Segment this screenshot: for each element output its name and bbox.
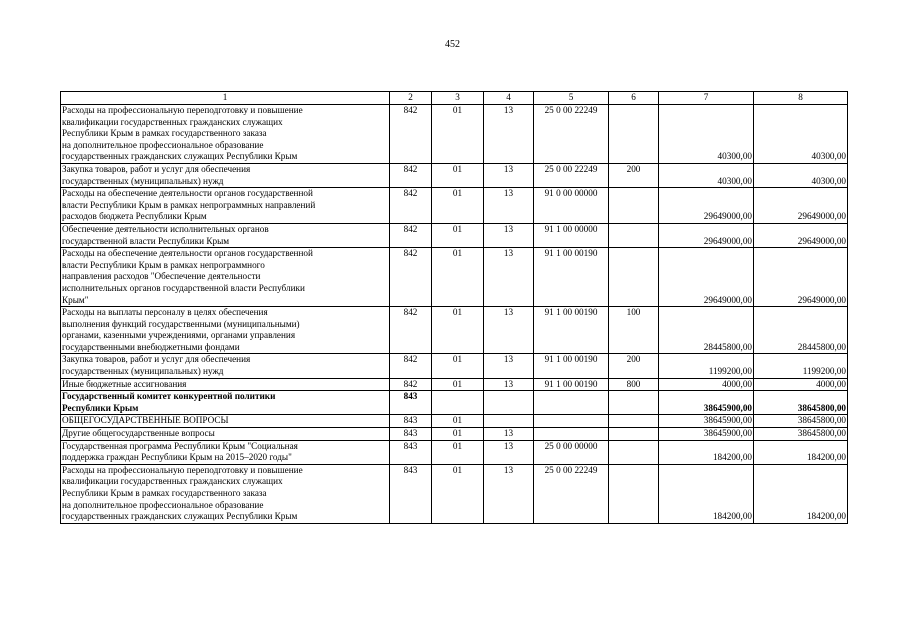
- target-article-cell: 91 0 00 00000: [534, 188, 609, 224]
- column-header: 2: [390, 92, 432, 105]
- table-row: [61, 105, 848, 164]
- subsection-code-cell: 13: [484, 354, 534, 378]
- row-name-line: Республики Крым в рамках государственного заказа: [62, 488, 267, 498]
- amount-year2-cell: 184200,00: [754, 464, 848, 523]
- subsection-code-cell: 13: [484, 163, 534, 187]
- subsection-code-cell: 13: [484, 440, 534, 464]
- section-code-cell: 01: [432, 105, 484, 164]
- chapter-code-cell: 842: [390, 105, 432, 164]
- row-name-cell: [61, 428, 390, 441]
- expense-type-cell: 200: [609, 354, 659, 378]
- row-name-cell: [61, 307, 390, 354]
- row-name-line: Республики Крым в рамках государственного заказа: [62, 128, 267, 139]
- column-header: 7: [659, 92, 754, 105]
- amount-year1-cell: 38645900,00: [659, 415, 754, 428]
- section-code-cell: 01: [432, 248, 484, 307]
- table-row: [61, 428, 848, 441]
- amount-year1-cell: 184200,00: [659, 440, 754, 464]
- chapter-code-cell: 842: [390, 378, 432, 391]
- row-name-line: государственных (муниципальных) нужд: [62, 175, 224, 186]
- section-code-cell: 01: [432, 428, 484, 441]
- target-article-cell: 91 1 00 00190: [534, 248, 609, 307]
- target-article-cell: [534, 415, 609, 428]
- page-number: 452: [445, 39, 460, 50]
- row-name-cell: [61, 223, 390, 247]
- target-article-cell: 25 0 00 22249: [534, 163, 609, 187]
- section-code-cell: 01: [432, 354, 484, 378]
- table-row: [61, 163, 848, 187]
- target-article-cell: 25 0 00 22249: [534, 464, 609, 523]
- expense-type-cell: 800: [609, 378, 659, 391]
- chapter-code-cell: 843: [390, 464, 432, 523]
- row-name-line: Расходы на профессиональную переподготовку и повышение: [62, 464, 303, 475]
- subsection-code-cell: [484, 391, 534, 415]
- amount-year2-cell: 1199200,00: [754, 354, 848, 378]
- amount-year2-cell: 38645800,00: [754, 391, 848, 415]
- table-row: [61, 440, 848, 464]
- row-name-line: на дополнительное профессиональное образование: [62, 139, 264, 150]
- section-code-cell: 01: [432, 440, 484, 464]
- section-code-cell: 01: [432, 163, 484, 187]
- target-article-cell: 25 0 00 00000: [534, 440, 609, 464]
- amount-year2-cell: 38645800,00: [754, 415, 848, 428]
- subsection-code-cell: 13: [484, 378, 534, 391]
- column-header: 5: [534, 92, 609, 105]
- expense-type-cell: [609, 464, 659, 523]
- row-name-line: Закупка товаров, работ и услуг для обеспечения: [62, 163, 251, 174]
- table-row: [61, 415, 848, 428]
- row-name-line: Расходы на выплаты персоналу в целях обеспечения: [62, 307, 268, 318]
- target-article-cell: 91 1 00 00190: [534, 307, 609, 354]
- target-article-cell: 91 1 00 00190: [534, 354, 609, 378]
- row-name-cell: [61, 188, 390, 224]
- column-header: 6: [609, 92, 659, 105]
- row-name-line: власти Республики Крым в рамках непрограммного: [62, 259, 265, 270]
- amount-year1-cell: 40300,00: [659, 105, 754, 164]
- column-header: 1: [61, 92, 390, 105]
- expense-type-cell: [609, 415, 659, 428]
- row-name-cell: [61, 391, 390, 415]
- expense-type-cell: 100: [609, 307, 659, 354]
- amount-year2-cell: 40300,00: [754, 105, 848, 164]
- chapter-code-cell: 843: [390, 440, 432, 464]
- row-name-line: квалификации государственных гражданских служащих: [62, 116, 283, 127]
- row-name-line: ОБЩЕГОСУДАРСТВЕННЫЕ ВОПРОСЫ: [62, 415, 229, 426]
- expense-type-cell: 200: [609, 163, 659, 187]
- amount-year1-cell: 184200,00: [659, 464, 754, 523]
- chapter-code-cell: 842: [390, 354, 432, 378]
- subsection-code-cell: [484, 415, 534, 428]
- row-name-cell: [61, 105, 390, 164]
- row-name-cell: [61, 464, 390, 523]
- section-code-cell: 01: [432, 378, 484, 391]
- amount-year2-cell: 4000,00: [754, 378, 848, 391]
- target-article-cell: [534, 428, 609, 441]
- row-name-cell: [61, 248, 390, 307]
- row-name-line: расходов бюджета Республики Крым: [62, 211, 207, 222]
- row-name-line: Обеспечение деятельности исполнительных органов: [62, 223, 269, 234]
- subsection-code-cell: 13: [484, 105, 534, 164]
- chapter-code-cell: 843: [390, 415, 432, 428]
- row-name-line: государственной власти Республики Крым: [62, 235, 230, 246]
- row-name-line: государственными внебюджетными фондами: [62, 341, 240, 352]
- chapter-code-cell: 842: [390, 223, 432, 247]
- amount-year1-cell: 29649000,00: [659, 248, 754, 307]
- chapter-code-cell: 842: [390, 307, 432, 354]
- row-name-line: Иные бюджетные ассигнования: [62, 378, 187, 389]
- expense-type-cell: [609, 440, 659, 464]
- row-name-line: Республики Крым: [62, 402, 139, 413]
- amount-year1-cell: 38645900,00: [659, 428, 754, 441]
- chapter-code-cell: 843: [390, 428, 432, 441]
- chapter-code-cell: 842: [390, 188, 432, 224]
- chapter-code-cell: 842: [390, 248, 432, 307]
- amount-year1-cell: 38645900,00: [659, 391, 754, 415]
- expense-type-cell: [609, 428, 659, 441]
- row-name-line: на дополнительное профессиональное образование: [62, 499, 264, 510]
- amount-year2-cell: 184200,00: [754, 440, 848, 464]
- row-name-line: направления расходов "Обеспечение деятельности: [62, 271, 261, 282]
- table-header-row: [61, 92, 848, 105]
- amount-year2-cell: 29649000,00: [754, 248, 848, 307]
- row-name-line: государственных (муниципальных) нужд: [62, 366, 224, 377]
- table-row: [61, 354, 848, 378]
- table-row: [61, 391, 848, 415]
- row-name-cell: [61, 415, 390, 428]
- subsection-code-cell: 13: [484, 307, 534, 354]
- subsection-code-cell: 13: [484, 223, 534, 247]
- row-name-line: Государственный комитет конкурентной политики: [62, 391, 276, 402]
- table-row: [61, 464, 848, 523]
- expense-type-cell: [609, 223, 659, 247]
- section-code-cell: 01: [432, 464, 484, 523]
- section-code-cell: 01: [432, 188, 484, 224]
- expense-type-cell: [609, 391, 659, 415]
- row-name-line: исполнительных органов государственной власти Республики: [62, 282, 305, 293]
- column-header: 3: [432, 92, 484, 105]
- row-name-cell: [61, 354, 390, 378]
- expense-type-cell: [609, 188, 659, 224]
- amount-year1-cell: 29649000,00: [659, 223, 754, 247]
- amount-year2-cell: 40300,00: [754, 163, 848, 187]
- row-name-line: государственных гражданских служащих Республики Крым: [62, 151, 298, 162]
- subsection-code-cell: 13: [484, 248, 534, 307]
- budget-table: [60, 91, 848, 524]
- row-name-line: Крым": [62, 294, 89, 305]
- table-row: [61, 378, 848, 391]
- row-name-line: Государственная программа Республики Крым "Социальная: [62, 440, 298, 451]
- expense-type-cell: [609, 105, 659, 164]
- row-name-line: Закупка товаров, работ и услуг для обеспечения: [62, 354, 251, 365]
- row-name-cell: [61, 163, 390, 187]
- amount-year2-cell: 29649000,00: [754, 188, 848, 224]
- table-row: [61, 248, 848, 307]
- amount-year1-cell: 1199200,00: [659, 354, 754, 378]
- section-code-cell: [432, 391, 484, 415]
- amount-year2-cell: 28445800,00: [754, 307, 848, 354]
- section-code-cell: 01: [432, 415, 484, 428]
- table-row: [61, 223, 848, 247]
- amount-year2-cell: 38645800,00: [754, 428, 848, 441]
- target-article-cell: 25 0 00 22249: [534, 105, 609, 164]
- target-article-cell: 91 1 00 00000: [534, 223, 609, 247]
- row-name-line: Другие общегосударственные вопросы: [62, 428, 215, 439]
- table-row: [61, 188, 848, 224]
- target-article-cell: 91 1 00 00190: [534, 378, 609, 391]
- row-name-line: Расходы на обеспечение деятельности органов государственной: [62, 248, 313, 259]
- amount-year1-cell: 28445800,00: [659, 307, 754, 354]
- row-name-line: Расходы на профессиональную переподготовку и повышение: [62, 105, 303, 115]
- column-header: 4: [484, 92, 534, 105]
- row-name-line: власти Республики Крым в рамках непрограммных направлений: [62, 199, 316, 210]
- row-name-line: Расходы на обеспечение деятельности органов государственной: [62, 188, 313, 199]
- subsection-code-cell: 13: [484, 428, 534, 441]
- subsection-code-cell: 13: [484, 464, 534, 523]
- row-name-line: органами, казенными учреждениями, органами управления: [62, 330, 296, 341]
- target-article-cell: [534, 391, 609, 415]
- row-name-line: выполнения функций государственными (муниципальными): [62, 318, 300, 329]
- expense-type-cell: [609, 248, 659, 307]
- column-header: 8: [754, 92, 848, 105]
- chapter-code-cell: 843: [390, 391, 432, 415]
- section-code-cell: 01: [432, 223, 484, 247]
- budget-table-body: [61, 92, 848, 524]
- row-name-cell: [61, 440, 390, 464]
- amount-year1-cell: 29649000,00: [659, 188, 754, 224]
- subsection-code-cell: 13: [484, 188, 534, 224]
- row-name-line: поддержка граждан Республики Крым на 2015–2020 годы": [62, 452, 292, 463]
- row-name-cell: [61, 378, 390, 391]
- row-name-line: государственных гражданских служащих Республики Крым: [62, 511, 298, 522]
- amount-year2-cell: 29649000,00: [754, 223, 848, 247]
- row-name-line: квалификации государственных гражданских служащих: [62, 476, 283, 487]
- amount-year1-cell: 4000,00: [659, 378, 754, 391]
- section-code-cell: 01: [432, 307, 484, 354]
- table-row: [61, 307, 848, 354]
- amount-year1-cell: 40300,00: [659, 163, 754, 187]
- chapter-code-cell: 842: [390, 163, 432, 187]
